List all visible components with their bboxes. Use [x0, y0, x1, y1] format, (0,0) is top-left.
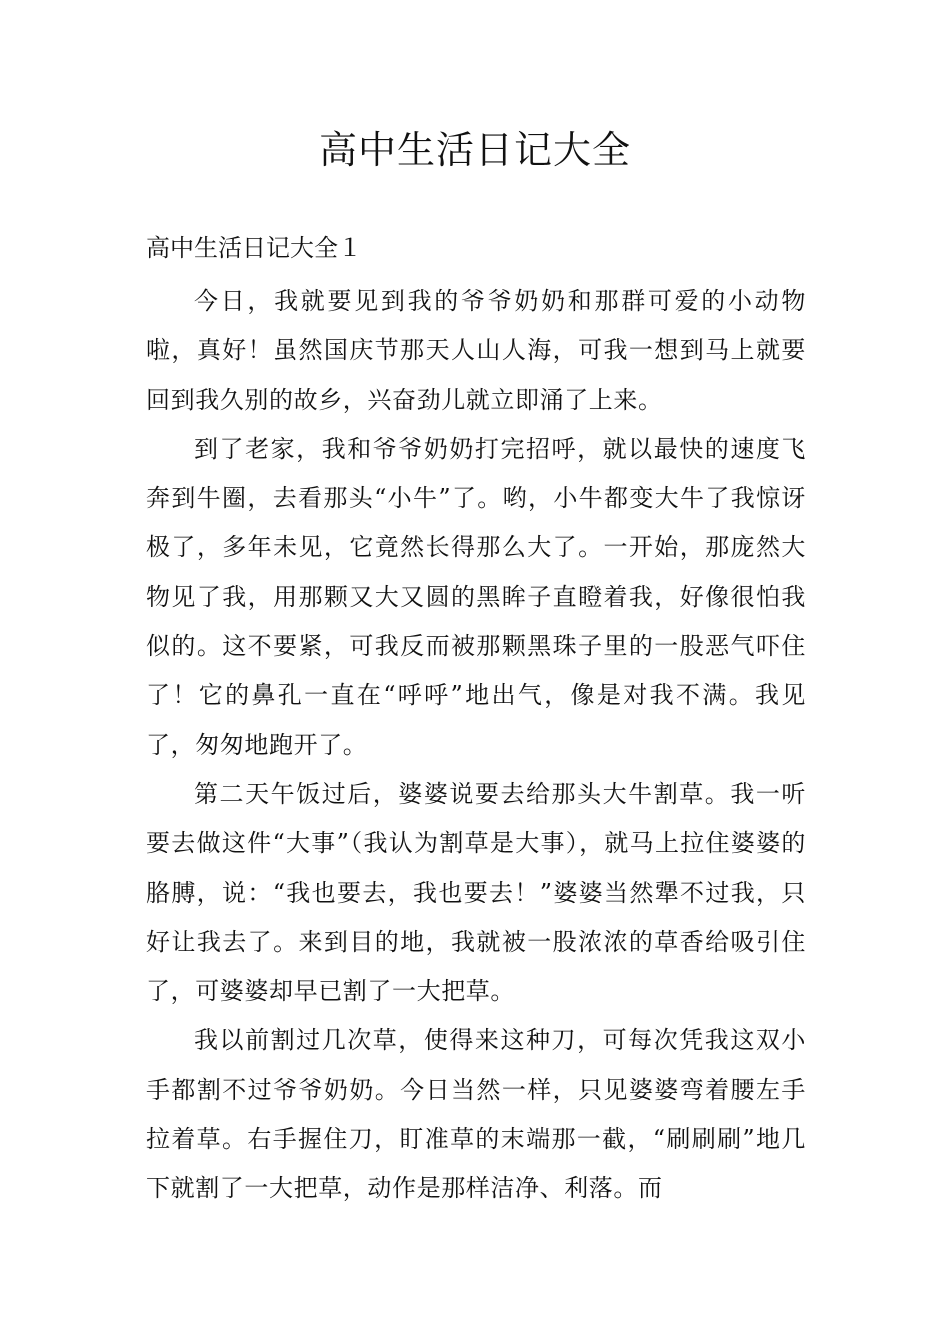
paragraph-1: 今日，我就要见到我的爷爷奶奶和那群可爱的小动物啦，真好！虽然国庆节那天人山人海，可我一想到马上就要回到我久别的故乡，兴奋劲儿就立即涌了上来。 — [146, 287, 806, 414]
paragraph-3: 第二天午饭过后，婆婆说要去给那头大牛割草。我一听要去做这件“大事”（我认为割草是大事），就马上拉住婆婆的胳膊，说：“我也要去，我也要去！”婆婆当然犟不过我，只好让我去了。来到目的地，我就被一股浓浓的草香给吸引住了，可婆婆却早已割了一大把草。 — [146, 779, 806, 1006]
document-title: 高中生活日记大全 — [318, 128, 631, 172]
paragraph-4: 我以前割过几次草，使得来这种刀，可每次凭我这双小手都割不过爷爷奶奶。今日当然一样，只见婆婆弯着腰左手拉着草。右手握住刀，盯准草的末端那一截，“刷刷刷”地几下就割了一大把草，动作是那样洁净、利落。而 — [146, 1026, 806, 1203]
paragraph-2: 到了老家，我和爷爷奶奶打完招呼，就以最快的速度飞奔到牛圈，去看那头“小牛”了。哟，小牛都变大牛了我惊讶极了，多年未见，它竟然长得那么大了。一开始，那庞然大物见了我，用那颗又大又圆的黑眸子直瞪着我，好像很怕我似的。这不要紧，可我反而被那颗黑珠子里的一股恶气吓住了！它的鼻孔一直在“呼呼”地出气，像是对我不满。我见了，匆匆地跑开了。 — [146, 434, 806, 759]
document-body — [146, 277, 806, 1214]
section-heading: 高中生活日记大全１ — [146, 234, 362, 262]
